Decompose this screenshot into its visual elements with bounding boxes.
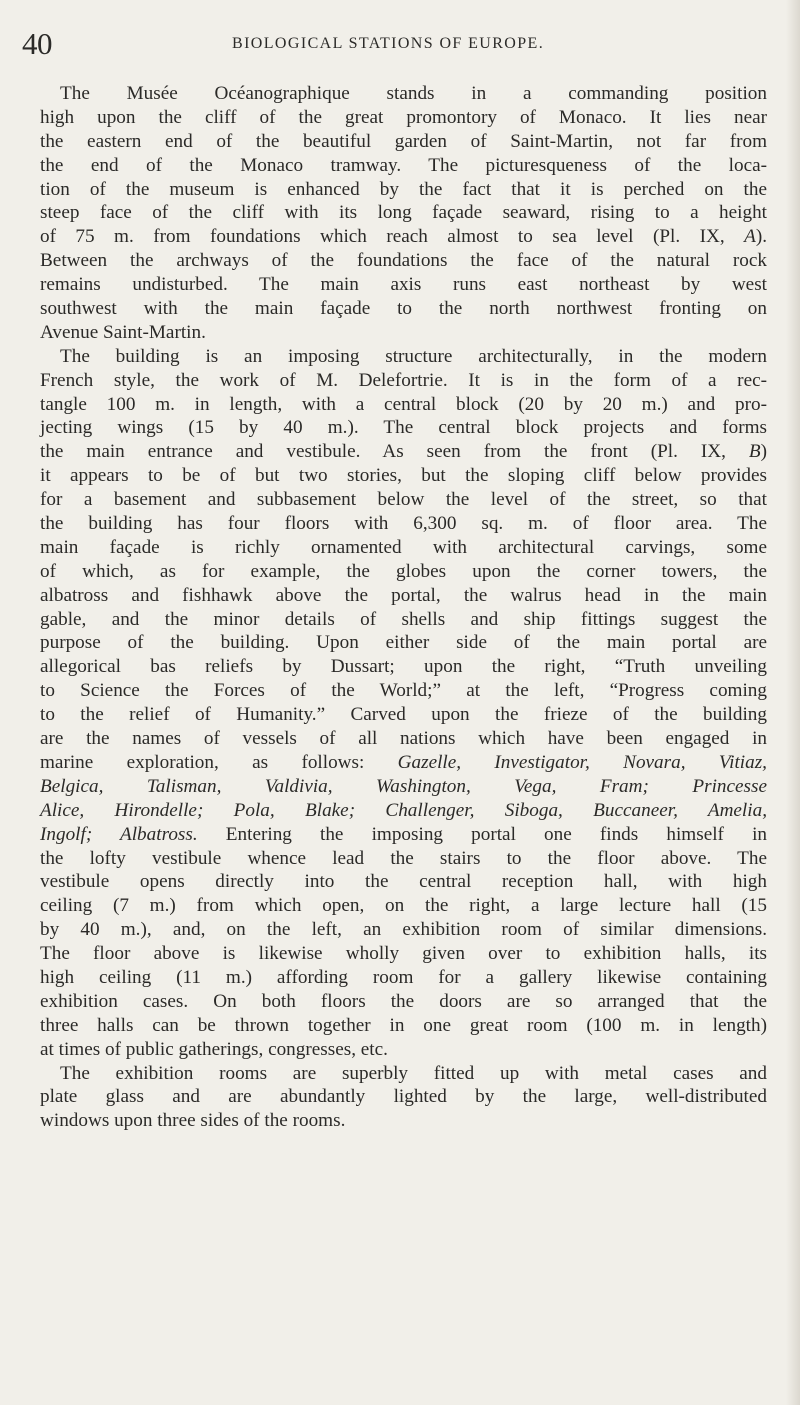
text-line: tion of the museum is enhanced by the fact that it is perched on the <box>40 178 767 200</box>
text-line: the eastern end of the beautiful garden of Saint-Martin, not far from <box>40 130 767 152</box>
running-head: BIOLOGICAL STATIONS OF EUROPE. <box>232 35 545 52</box>
text-line: tangle 100 m. in length, with a central block (20 by 20 m.) and pro- <box>40 393 767 415</box>
body-text <box>40 82 767 1133</box>
text-line: exhibition cases. On both floors the doors are so arranged that the <box>40 990 767 1012</box>
text-line: windows upon three sides of the rooms. <box>40 1110 346 1132</box>
text-line: main façade is richly ornamented with architectural carvings, some <box>40 536 767 558</box>
text-line: gable, and the minor details of shells and ship fittings suggest the <box>40 608 767 630</box>
text-line: at times of public gatherings, congresses, etc. <box>40 1038 388 1060</box>
text-line: it appears to be of but two stories, but the sloping cliff below provides <box>40 465 767 487</box>
text-line: allegorical bas reliefs by Dussart; upon the right, “Truth unveiling <box>40 656 767 678</box>
text-line: Ingolf; Albatross. Entering the imposing portal one finds himself in <box>40 823 767 845</box>
text-line: the building has four floors with 6,300 sq. m. of floor area. The <box>40 513 767 535</box>
text-line: French style, the work of M. Delefortrie. It is in the form of a rec- <box>40 369 767 391</box>
text-line: Alice, Hirondelle; Pola, Blake; Challenger, Siboga, Buccaneer, Amelia, <box>40 799 767 821</box>
text-line: The Musée Océanographique stands in a commanding position <box>60 83 767 104</box>
page-header <box>22 26 760 66</box>
text-line: The exhibition rooms are superbly fitted up with metal cases and <box>60 1062 767 1084</box>
text-line: The building is an imposing structure architecturally, in the modern <box>60 345 767 367</box>
text-line: of which, as for example, the globes upon the corner towers, the <box>40 560 767 582</box>
page-edge-shadow <box>786 0 800 1405</box>
text-line: high upon the cliff of the great promontory of Monaco. It lies near <box>40 106 767 128</box>
text-line: of 75 m. from foundations which reach almost to sea level (Pl. IX, A). <box>40 226 767 248</box>
text-line: to the relief of Humanity.” Carved upon the frieze of the building <box>40 704 767 726</box>
text-line: by 40 m.), and, on the left, an exhibition room of similar dimensions. <box>40 919 767 941</box>
text-line: to Science the Forces of the World;” at the left, “Progress coming <box>40 680 767 702</box>
text-line: Belgica, Talisman, Valdivia, Washington, Vega, Fram; Princesse <box>40 775 767 797</box>
text-line: jecting wings (15 by 40 m.). The central block projects and forms <box>40 417 767 439</box>
text-line: are the names of vessels of all nations which have been engaged in <box>40 728 767 750</box>
text-line: purpose of the building. Upon either side of the main portal are <box>40 632 767 654</box>
text-line: southwest with the main façade to the north northwest fronting on <box>40 298 767 320</box>
text-line: albatross and fishhawk above the portal, the walrus head in the main <box>40 584 767 606</box>
text-line: the main entrance and vestibule. As seen from the front (Pl. IX, B) <box>40 441 767 463</box>
text-line: marine exploration, as follows: Gazelle, Investigator, Novara, Vitiaz, <box>40 751 767 773</box>
text-line: high ceiling (11 m.) affording room for a gallery likewise containing <box>40 966 767 988</box>
text-line: steep face of the cliff with its long façade seaward, rising to a height <box>40 202 767 224</box>
text-line: plate glass and are abundantly lighted by the large, well-distributed <box>40 1086 767 1108</box>
text-line: for a basement and subbasement below the level of the street, so that <box>40 489 767 511</box>
text-line: vestibule opens directly into the central reception hall, with high <box>40 871 767 893</box>
text-line: ceiling (7 m.) from which open, on the right, a large lecture hall (15 <box>40 895 767 917</box>
text-line: Between the archways of the foundations the face of the natural rock <box>40 250 767 272</box>
text-line: Avenue Saint-Martin. <box>40 321 206 343</box>
text-line: the end of the Monaco tramway. The picturesqueness of the loca- <box>40 154 767 176</box>
text-line: remains undisturbed. The main axis runs east northeast by west <box>40 274 767 296</box>
text-line: the lofty vestibule whence lead the stairs to the floor above. The <box>40 847 767 869</box>
page-number: 40 <box>22 26 52 61</box>
text-line: The floor above is likewise wholly given over to exhibition halls, its <box>40 943 767 965</box>
text-line: three halls can be thrown together in one great room (100 m. in length) <box>40 1014 767 1036</box>
